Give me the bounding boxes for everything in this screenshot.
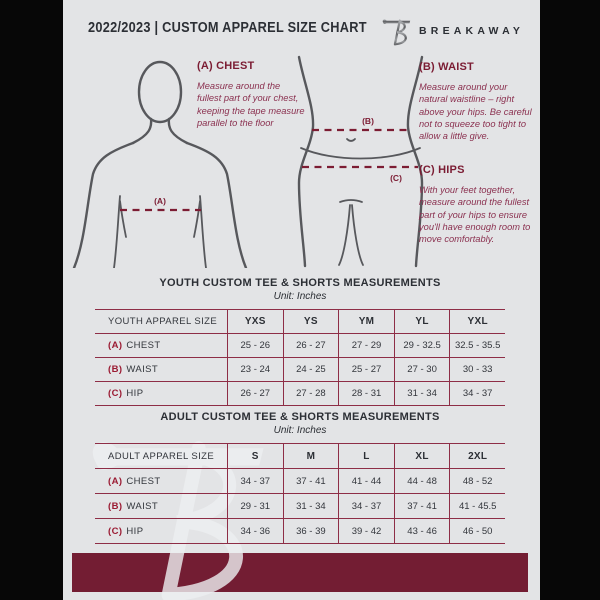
cell: 27 - 30 (394, 358, 450, 381)
row-key: (B) (108, 364, 123, 375)
row-label (95, 358, 227, 381)
cell: 44 - 48 (394, 469, 450, 493)
head-outline-icon (139, 62, 181, 122)
adult-unit-label: Unit: Inches (273, 425, 327, 436)
table-row-chest (95, 468, 505, 493)
row-key: (A) (108, 340, 123, 351)
row-label-text: HIP (126, 525, 144, 537)
table-row-hip (95, 381, 505, 406)
youth-section (95, 277, 505, 406)
waist-hips-diagram (288, 55, 433, 268)
waist-heading: (B) WAIST (419, 61, 474, 73)
size-col: YXL (449, 310, 505, 333)
cell: 31 - 34 (394, 382, 450, 405)
cell: 37 - 41 (283, 469, 339, 493)
cell: 41 - 45.5 (449, 494, 505, 518)
youth-section-title: YOUTH CUSTOM TEE & SHORTS MEASUREMENTS (159, 277, 441, 289)
size-col: YS (283, 310, 339, 333)
table-row-chest (95, 333, 505, 357)
cell: 28 - 31 (338, 382, 394, 405)
table-row-hip (95, 518, 505, 544)
size-col: XL (394, 444, 450, 468)
cell: 25 - 26 (227, 334, 283, 357)
youth-size-column-header: YOUTH APPAREL SIZE (108, 316, 218, 327)
chest-body-text: Measure around the fullest part of your chest, keeping the tape measure parallel to the floor (197, 81, 305, 129)
waist-instructions (419, 61, 533, 143)
cell: 34 - 36 (227, 519, 283, 543)
adult-size-column-header: ADULT APPAREL SIZE (108, 450, 215, 462)
hips-heading: (C) HIPS (419, 164, 465, 176)
cell: 27 - 29 (338, 334, 394, 357)
right-pec-line (194, 201, 200, 237)
row-label-text: HIP (126, 388, 144, 399)
hips-measure-label: (C) (390, 173, 402, 183)
size-col: YL (394, 310, 450, 333)
table-header-row (95, 443, 505, 468)
table-header-row (95, 309, 505, 333)
row-label-text: CHEST (126, 340, 161, 351)
row-key: (B) (108, 500, 123, 512)
waist-measure-label: (B) (362, 116, 374, 126)
row-label-text: WAIST (126, 500, 159, 512)
right-armpit-line (200, 196, 206, 268)
breakaway-logo-icon (381, 15, 413, 47)
cell: 48 - 52 (449, 469, 505, 493)
cell: 41 - 44 (338, 469, 394, 493)
adult-size-table (95, 443, 505, 544)
row-label (95, 494, 227, 518)
brand-lockup (381, 15, 524, 47)
row-label (95, 469, 227, 493)
youth-unit-label: Unit: Inches (273, 291, 327, 302)
left-armpit-line (114, 196, 120, 268)
page-title: 2022/2023 | CUSTOM APPAREL SIZE CHART (88, 20, 367, 36)
cell: 36 - 39 (283, 519, 339, 543)
row-key: (C) (108, 388, 123, 399)
row-label (95, 519, 227, 543)
cell: 32.5 - 35.5 (449, 334, 505, 357)
left-pec-line (120, 201, 126, 237)
row-label-text: WAIST (126, 364, 159, 375)
cell: 29 - 32.5 (394, 334, 450, 357)
hips-instructions (419, 164, 533, 246)
inner-leg-right (352, 205, 363, 265)
youth-size-table (95, 309, 505, 406)
cell: 30 - 33 (449, 358, 505, 381)
row-label-text: CHEST (126, 475, 161, 487)
adult-section (95, 411, 505, 544)
hips-body-text: With your feet together, measure around the fullest part of your hips to ensure you'll have enough room to move comfortably. (419, 185, 531, 245)
cell: 27 - 28 (283, 382, 339, 405)
size-chart-document (63, 0, 540, 600)
neck-left-line (133, 119, 151, 143)
cell: 26 - 27 (283, 334, 339, 357)
cell: 24 - 25 (283, 358, 339, 381)
row-key: (A) (108, 475, 123, 487)
cell: 39 - 42 (338, 519, 394, 543)
hip-curve-line (301, 148, 420, 159)
size-col: S (227, 444, 283, 468)
cell: 34 - 37 (338, 494, 394, 518)
cell: 25 - 27 (338, 358, 394, 381)
size-col: YXS (227, 310, 283, 333)
size-col: L (338, 444, 394, 468)
cell: 26 - 27 (227, 382, 283, 405)
row-label (95, 382, 227, 405)
cell: 37 - 41 (394, 494, 450, 518)
row-label (95, 334, 227, 357)
crotch-curve (340, 200, 362, 202)
table-row-waist (95, 493, 505, 518)
neck-right-line (169, 119, 187, 143)
waist-body-text: Measure around your natural waistline – right above your hips. Be careful not to squeeze too tight to allow a little give. (419, 82, 532, 142)
size-col: YM (338, 310, 394, 333)
adult-section-title: ADULT CUSTOM TEE & SHORTS MEASUREMENTS (160, 411, 440, 423)
cell: 43 - 46 (394, 519, 450, 543)
row-key: (C) (108, 525, 123, 537)
cell: 34 - 37 (227, 469, 283, 493)
navel-mark (347, 139, 355, 141)
chest-heading: (A) CHEST (197, 60, 255, 72)
cell: 29 - 31 (227, 494, 283, 518)
cell: 46 - 50 (449, 519, 505, 543)
right-arm-outline (187, 143, 246, 268)
chest-instructions (197, 60, 307, 129)
table-row-waist (95, 357, 505, 381)
size-col: M (283, 444, 339, 468)
chest-measure-label: (A) (154, 196, 166, 206)
cell: 34 - 37 (449, 382, 505, 405)
brand-name: BREAKAWAY (419, 25, 525, 37)
size-col: 2XL (449, 444, 505, 468)
inner-leg-left (339, 205, 350, 265)
cell: 31 - 34 (283, 494, 339, 518)
left-arm-outline (74, 143, 133, 268)
cell: 23 - 24 (227, 358, 283, 381)
